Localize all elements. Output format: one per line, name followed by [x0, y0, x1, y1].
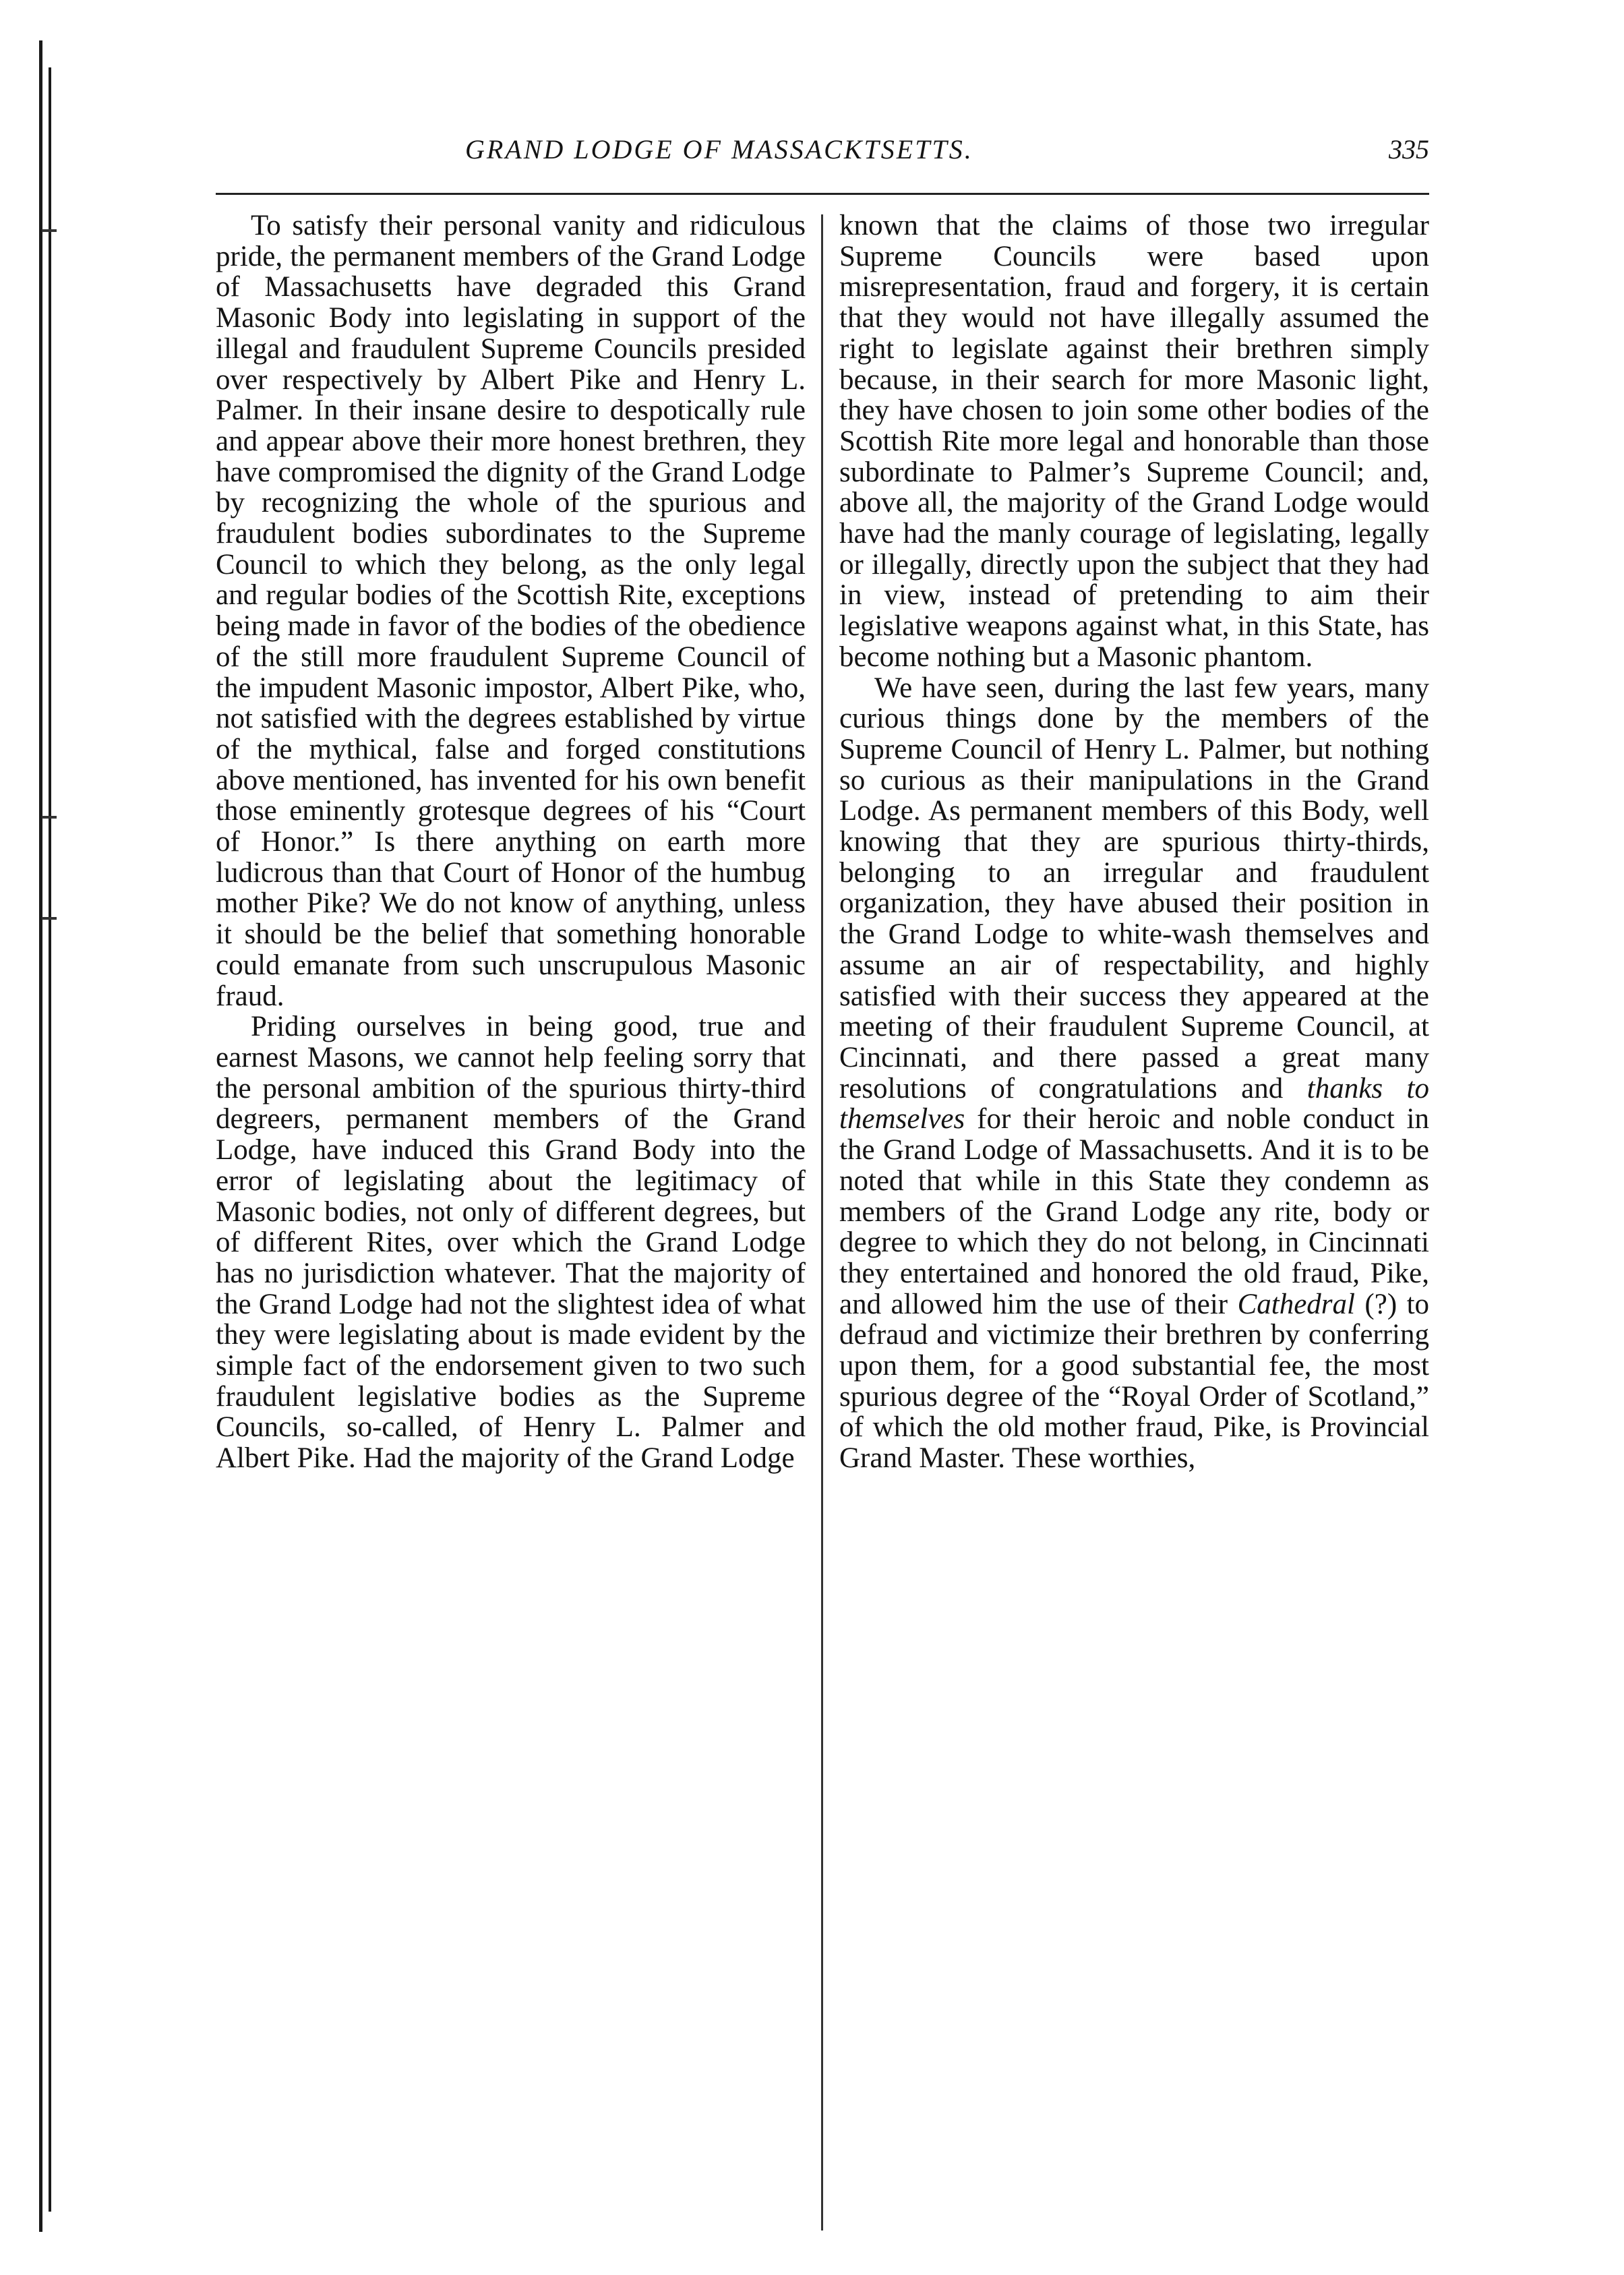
- margin-mark: [42, 917, 57, 920]
- italic-phrase: thanks to themselves: [839, 1072, 1430, 1135]
- binding-edge-line: [49, 67, 51, 2212]
- text-run: (?) to defraud and victimize their brethren by conferring upon them, for a good substantial fee, the most spurious degree of the “Royal Order of Scotland,” of which the old mother fraud, Pike, is Provincial Grand Master. These worthies,: [839, 1288, 1430, 1475]
- paragraph: Priding ourselves in being good, true and earnest Masons, we cannot help feeling sorry that the personal ambition of the spurious thirty-third degreers, permanent members of the Grand Lodge, have induced this Grand Body into the error of legislating about the legitimacy of Masonic bodies, not only of different degrees, but of different Rites, over which the Grand Lodge has no jurisdiction whatever. That the majority of the Grand Lodge had not the slightest idea of what they were legislating about is made evident by the simple fact of the endorsement given to two such fraudulent legislative bodies as the Supreme Councils, so-called, of Henry L. Palmer and Albert Pike. Had the majority of the Grand Lodge: [216, 1011, 806, 1475]
- page-header: [216, 134, 1429, 181]
- margin-mark: [42, 816, 57, 819]
- paragraph: To satisfy their personal vanity and ridiculous pride, the permanent members of the Grand Lodge of Massachusetts have degraded this Grand Masonic Body into legislating in support of the illegal and fraudulent Supreme Councils presided over respectively by Albert Pike and Henry L. Palmer. In their insane desire to despotically rule and appear above their more honest brethren, they have compromised the dignity of the Grand Lodge by recognizing the whole of the spurious and fraudulent bodies subordinates to the Supreme Council to which they belong, as the only legal and regular bodies of the Scottish Rite, exceptions being made in favor of the bodies of the obedience of the still more fraudulent Supreme Council of the impudent Masonic impostor, Albert Pike, who, not satisfied with the degrees established by virtue of the mythical, false and forged constitutions above mentioned, has invented for his own benefit those eminently grotesque degrees of his “Court of Honor.” Is there anything on earth more ludicrous than that Court of Honor of the humbug mother Pike? We do not know of anything, unless it should be the belief that something honorable could emanate from such unscrupulous Masonic fraud.: [216, 210, 806, 1012]
- left-column: [216, 210, 806, 1474]
- header-rule: [216, 193, 1429, 195]
- paragraph: known that the claims of those two irregular Supreme Councils were based upon misrepresentation, fraud and forgery, it is certain that they would not have illegally assumed the right to legislate against their brethren simply because, in their search for more Masonic light, they have chosen to join some other bodies of the Scottish Rite more legal and honorable than those subordinate to Palmer’s Supreme Council; and, above all, the majority of the Grand Lodge would have had the manly courage of legislating, legally or illegally, directly upon the subject that they had in view, instead of pretending to aim their legislative weapons against what, in this State, has become nothing but a Masonic phantom.: [839, 210, 1429, 673]
- column-divider: [821, 214, 823, 2230]
- page-number: 335: [1389, 134, 1429, 165]
- text-run: for their heroic and noble conduct in the Grand Lodge of Massachusetts. And it is to be noted that while in this State they condemn as members of the Grand Lodge any rite, body or degree to which they do not belong, in Cincinnati they entertained and honored the old fraud, Pike, and allowed him the use of their: [839, 1103, 1430, 1320]
- margin-mark: [42, 229, 57, 232]
- running-head: GRAND LODGE OF MASSACKTSETTS.: [465, 134, 973, 165]
- binding-edge-line: [39, 40, 42, 2232]
- paragraph: [839, 673, 1429, 1474]
- italic-phrase: Cathedral: [1237, 1288, 1355, 1320]
- right-column: [839, 210, 1429, 1474]
- text-run: We have seen, during the last few years, many curious things done by the members of the Supreme Council of Henry L. Palmer, but nothing so curious as their manipulations in the Grand Lodge. As permanent members of this Body, well knowing that they are spurious thirty-thirds, belonging to an irregular and fraudulent organization, they have abused their position in the Grand Lodge to white-wash themselves and assume an air of respectability, and highly satisfied with their success they appeared at the meeting of their fraudulent Supreme Council, at Cincinnati, and there passed a great many resolutions of congratulations and: [839, 672, 1429, 1104]
